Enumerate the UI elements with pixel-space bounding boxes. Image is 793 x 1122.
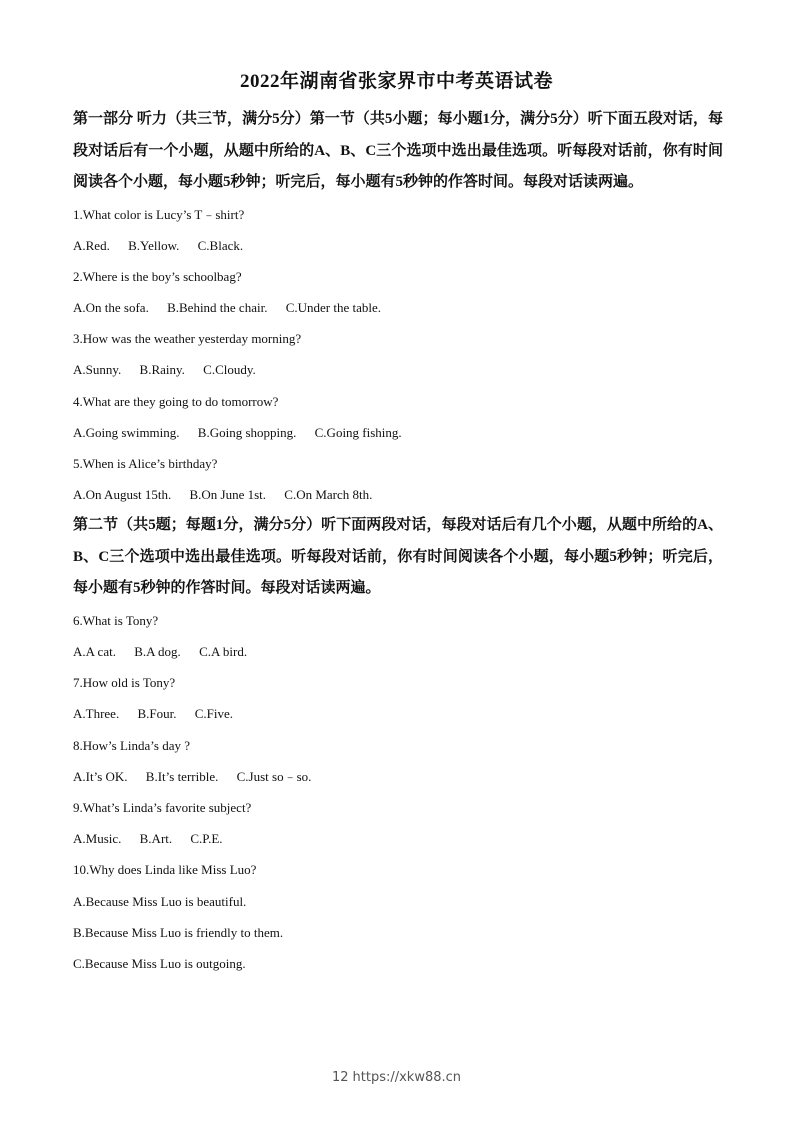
question-1-options [73,230,723,261]
footer-url: https://xkw88.cn [352,1070,462,1085]
question-7-options [73,698,723,729]
option-c: C.A bird. [199,644,248,660]
option-a: A.On August 15th. [73,487,172,503]
question-10: 10.Why does Linda like Miss Luo? [73,862,257,878]
option-a: A.It’s OK. [73,768,128,784]
option-b: B.On June 1st. [189,487,267,503]
option-c: C.Five. [194,706,234,722]
option-c: C.On March 8th. [284,487,373,503]
section2-instructions: 第二节（共5题；每题1分，满分5分）听下面两段对话，每段对话后有几个小题，从题中所给的A、B、C三个选项中选出最佳选项。听每段对话前，你有时间阅读各个小题，每小题5秒钟；听完后，每小题有5秒钟的作答时间。每段对话读两遍。 [73,517,723,597]
question-2: 2.Where is the boy’s schoolbag? [73,268,242,284]
option-b: B.Behind the chair. [167,300,268,316]
page-footer [0,1068,793,1088]
question-9-options [73,823,723,854]
option-a: A.Music. [73,831,122,847]
question-2-options [73,292,723,323]
option-b: B.Going shopping. [197,424,297,440]
option-a: A.Going swimming. [73,424,180,440]
question-1: 1.What color is Lucy’s T﹣shirt? [73,206,245,222]
exam-content [73,104,723,979]
option-c: C.Just so﹣so. [236,768,312,784]
question-8-options [73,761,723,792]
exam-title: 2022年湖南省张家界市中考英语试卷 [239,71,553,92]
option-a: A.Three. [73,706,120,722]
page-number: 12 [331,1070,349,1085]
option-c: C.Black. [197,237,244,253]
question-10-option-c: C.Because Miss Luo is outgoing. [73,955,246,971]
question-4: 4.What are they going to do tomorrow? [73,393,279,409]
option-a: A.Red. [73,237,110,253]
option-b: B.Art. [139,831,173,847]
question-5: 5.When is Alice’s birthday? [73,456,218,471]
option-b: B.Yellow. [128,237,180,253]
question-3-options [73,354,723,385]
option-c: C.Cloudy. [203,362,256,378]
section1-instructions: 第一部分 听力（共三节，满分5分）第一节（共5小题；每小题1分，满分5分）听下面五段对话，每段对话后有一个小题，从题中所给的A、B、C三个选项中选出最佳选项。听每段对话前，你有时间阅读各个小题，每小题5秒钟；听完后，每小题有5秒钟的作答时间。每段对话读两遍。 [73,111,723,190]
option-c: C.P.E. [190,831,223,847]
question-5-options [73,479,723,510]
question-3: 3.How was the weather yesterday morning? [73,331,302,347]
option-a: A.Sunny. [73,362,122,378]
question-10-option-b: B.Because Miss Luo is friendly to them. [73,924,284,940]
question-10-option-a: A.Because Miss Luo is beautiful. [73,893,247,909]
question-8: 8.How’s Linda’s day ? [73,737,190,753]
option-a: A.A cat. [73,644,116,660]
option-b: B.It’s terrible. [145,768,219,784]
question-6-options [73,636,723,667]
question-4-options [73,417,723,448]
question-6: 6.What is Tony? [73,612,159,628]
question-7: 7.How old is Tony? [73,675,176,691]
option-b: B.Rainy. [139,362,185,378]
option-b: B.A dog. [134,644,181,660]
option-a: A.On the sofa. [73,300,149,316]
option-c: C.Going fishing. [314,424,402,440]
question-9: 9.What’s Linda’s favorite subject? [73,800,252,815]
option-c: C.Under the table. [285,300,382,316]
option-b: B.Four. [137,706,177,722]
